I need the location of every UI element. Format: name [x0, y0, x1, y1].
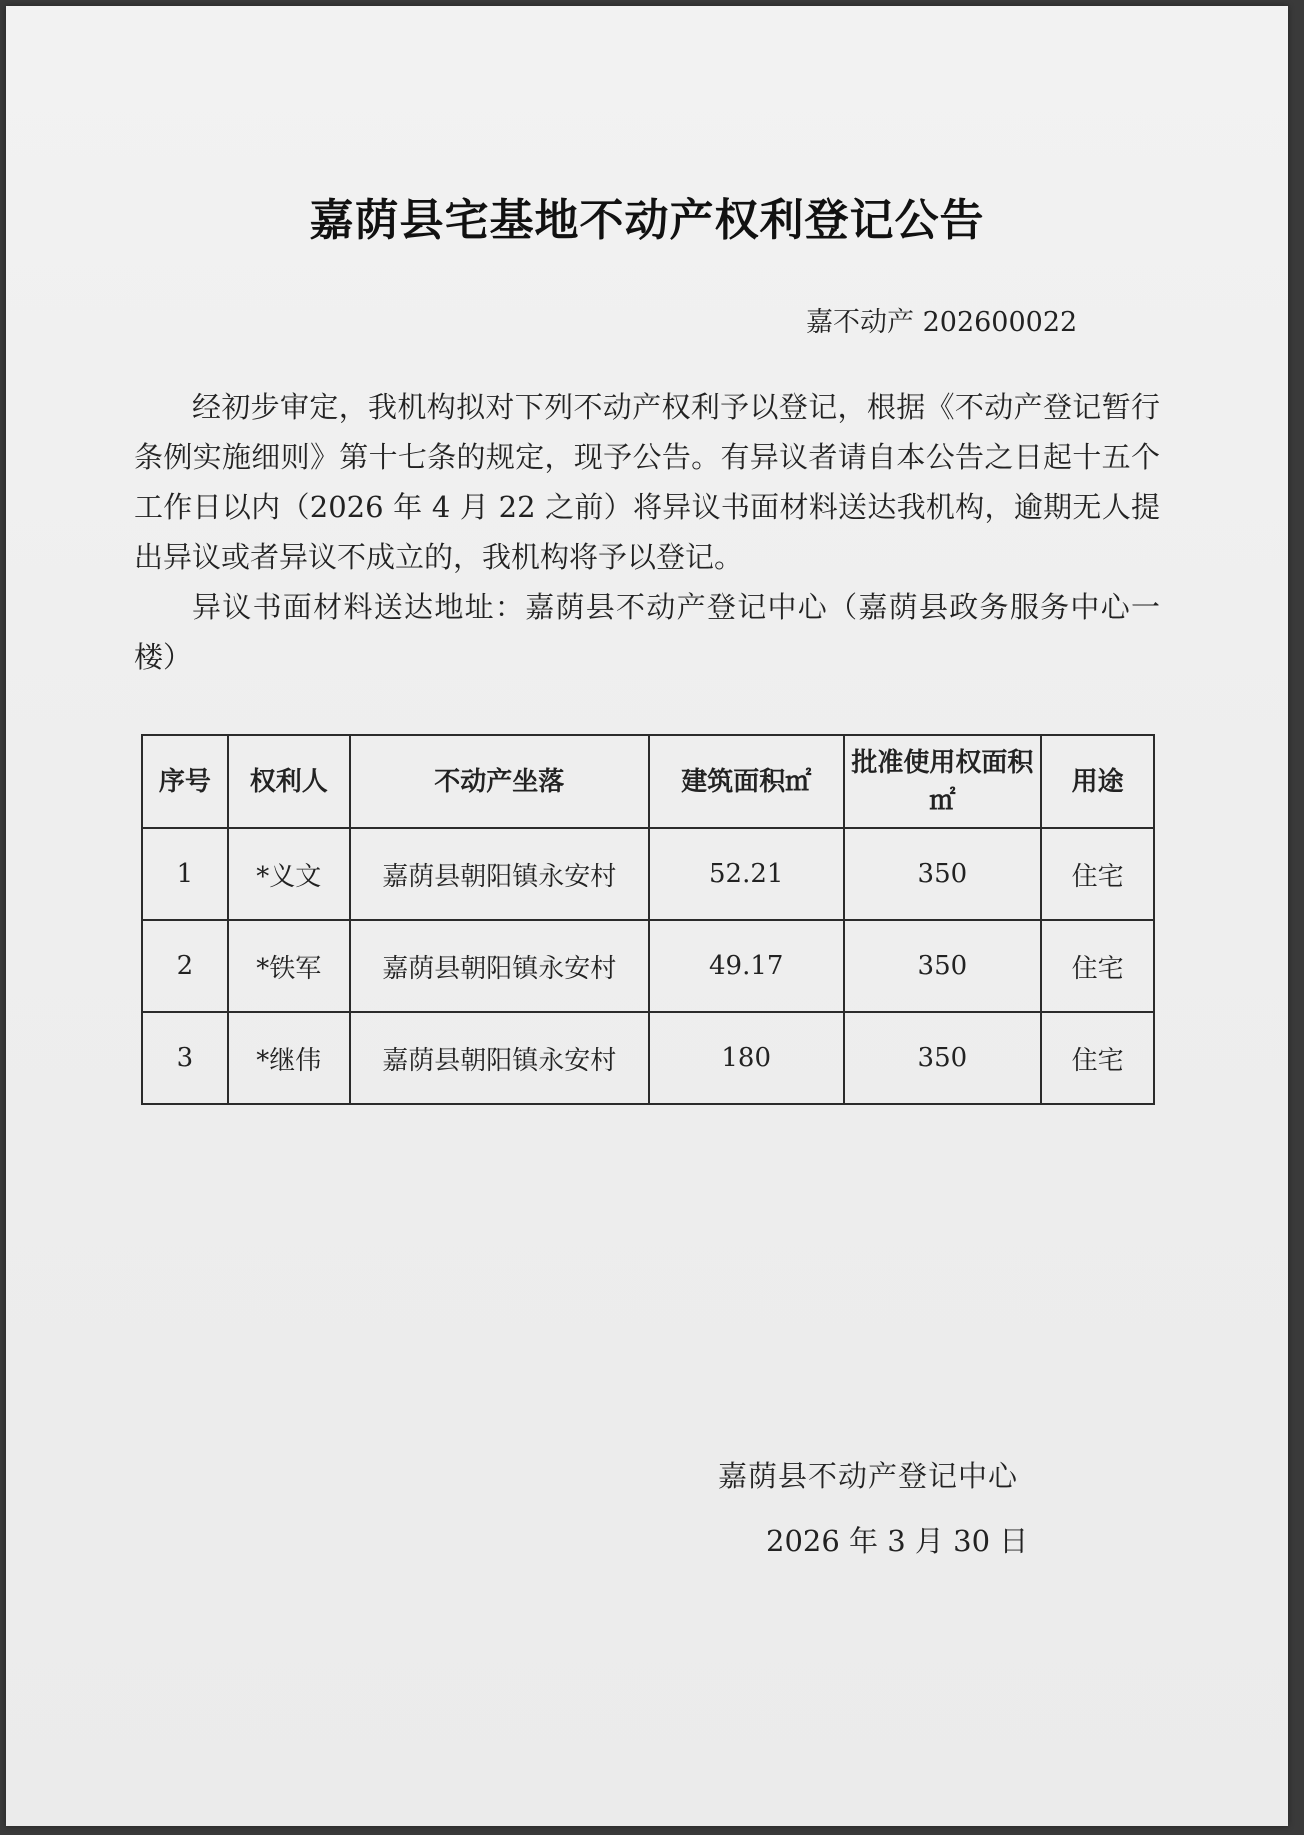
header-usage: 用途	[1041, 735, 1154, 828]
cell-seq: 1	[142, 828, 228, 920]
registration-table	[141, 734, 1155, 1105]
table-row	[142, 920, 1154, 1012]
table-header-row	[142, 735, 1154, 828]
cell-seq: 3	[142, 1012, 228, 1104]
cell-approved-area: 350	[844, 828, 1042, 920]
cell-location: 嘉荫县朝阳镇永安村	[350, 1012, 649, 1104]
table-row	[142, 1012, 1154, 1104]
header-approved-area: 批准使用权面积㎡	[844, 735, 1042, 828]
cell-location: 嘉荫县朝阳镇永安村	[350, 920, 649, 1012]
cell-location: 嘉荫县朝阳镇永安村	[350, 828, 649, 920]
notice-paragraph-1: 经初步审定，我机构拟对下列不动产权利予以登记，根据《不动产登记暂行条例实施细则》第十七条的规定，现予公告。有异议者请自本公告之日起十五个工作日以内（2026 年 4 月 22 之前）将异议书面材料送达我机构，逾期无人提出异议或者异议不成立的，我机构将予以登记。	[134, 390, 1160, 574]
cell-building-area: 180	[649, 1012, 844, 1104]
signature-date: 2026 年 3 月 30 日	[766, 1524, 1029, 1558]
header-location: 不动产坐落	[350, 735, 649, 828]
cell-usage: 住宅	[1041, 828, 1154, 920]
cell-usage: 住宅	[1041, 1012, 1154, 1104]
paper-sheet	[6, 6, 1288, 1826]
notice-paragraph-2: 异议书面材料送达地址：嘉荫县不动产登记中心（嘉荫县政务服务中心一楼）	[134, 590, 1160, 674]
cell-approved-area: 350	[844, 1012, 1042, 1104]
cell-approved-area: 350	[844, 920, 1042, 1012]
table-row	[142, 828, 1154, 920]
cell-holder: *继伟	[228, 1012, 350, 1104]
document-number: 嘉不动产 202600022	[806, 307, 1078, 338]
cell-building-area: 52.21	[649, 828, 844, 920]
notice-body	[134, 382, 1160, 682]
signature-organization: 嘉荫县不动产登记中心	[718, 1459, 1019, 1493]
cell-usage: 住宅	[1041, 920, 1154, 1012]
cell-holder: *铁军	[228, 920, 350, 1012]
header-building-area: 建筑面积㎡	[649, 735, 844, 828]
cell-building-area: 49.17	[649, 920, 844, 1012]
cell-holder: *义文	[228, 828, 350, 920]
header-holder: 权利人	[228, 735, 350, 828]
header-seq: 序号	[142, 735, 228, 828]
notice-title: 嘉荫县宅基地不动产权利登记公告	[309, 195, 985, 246]
cell-seq: 2	[142, 920, 228, 1012]
